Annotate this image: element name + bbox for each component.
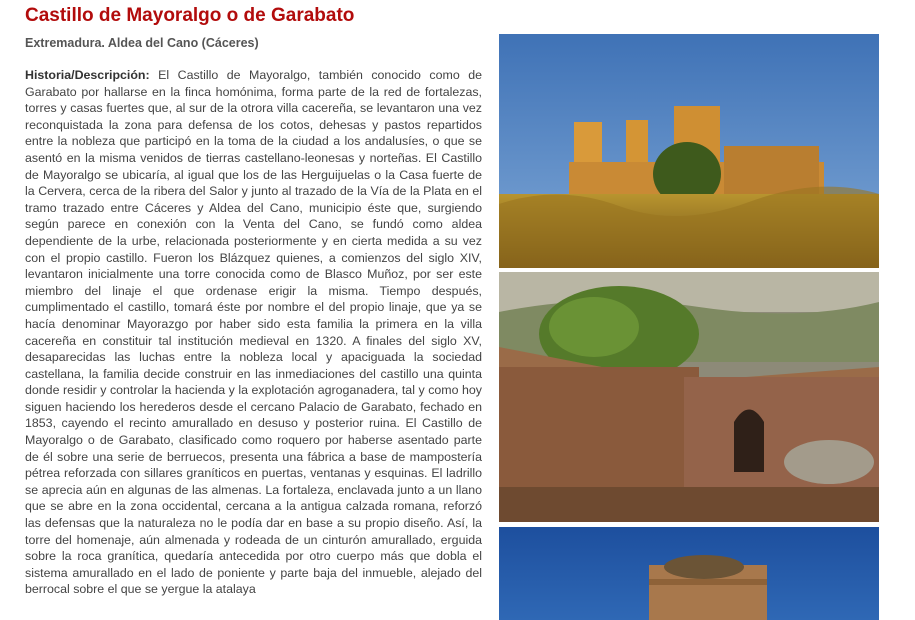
page-title: Castillo de Mayoralgo o de Garabato	[25, 5, 355, 26]
description-text: El Castillo de Mayoralgo, también conocido como de Garabato por hallarse en la finca homónima, forma parte de la red de fortalezas, torres y casas fuertes que, al sur de la otrora villa cacereña, se levantaron una vez reconquistada la zona para defensa de los cotos, dehesas y pastos repartidos entre la nobleza que participó en la toma de la ciudad a los andalusíes, o que se asentó en la misma venidos de tierras castellano-leonesas y norteñas. El Castillo de Mayoralgo se ubicaría, al igual que los de las Herguijuelas o la Casa fuerte de la Cervera, cerca de la ribera del Salor y junto al trazado de la Vía de la Plata en el tramo trazado entre Cáceres y Aldea del Cano, municipio éste que, surgiendo según parece en conexión con la Venta del Cano, se fundó como aldea dependiente de la urbe, relacionada posteriormente y en cierta medida a su vez con el propio castillo. Fueron los Blázquez quienes, a comienzos del siglo XIV, levantaron inicialmente una torre conocida como de Blasco Muñoz, por ser este miembro del linaje el que ordenase erigir la misma. Tiempo después, cumplimentado el castillo, tomará éste por nombre el del propio linaje, que ya se hacía denominar Mayorazgo por haber sido esta familia la primera en la villa cacereña en constituir tal institución medieval en 1320. A finales del siglo XV, desaparecidas las luchas entre la nobleza local y apaciguada la sociedad castellana, la familia decide construir en las inmediaciones del castillo una quinta donde residir y controlar la hacienda y la explotación agroganadera, tal y como hoy siguen haciendo los herederos desde el cercano Palacio de Garabato, fechado en 1853, cayendo el recinto amurallado en desuso y posterior ruina. El Castillo de Mayoralgo o de Garabato, clasificado como roquero por haberse asentado parte de él sobre una serie de berruecos, presenta una fábrica a base de mampostería pétrea reforzada con sillares graníticos en puertas, ventanas y esquinas. El ladrillo se aprecia aún en algunas de las almenas. La fortaleza, enclavada junto a un llano que se abre en la zona occidental, cercana a la antigua calzada romana, reforzó las defensas que la naturaleza no le podía dar en base a su propio diseño. Así, la torre del homenaje, aún almenada y rodeada de un cinturón amurallado, erguida sobre la roca granítica, quedaría antecedida por otro cuerpo más que dobla el sistema amurallado en el lado de poniente y parte baja del inmueble, alejado del berrocal sobre el que se yergue la atalaya	[25, 68, 482, 597]
page-subtitle: Extremadura. Aldea del Cano (Cáceres)	[25, 36, 259, 50]
description-label: Historia/Descripción:	[25, 68, 150, 82]
castle-tower-photo	[499, 527, 879, 620]
description-paragraph	[25, 67, 482, 598]
castle-ruins-photo	[499, 272, 879, 522]
castle-sunset-photo	[499, 34, 879, 268]
